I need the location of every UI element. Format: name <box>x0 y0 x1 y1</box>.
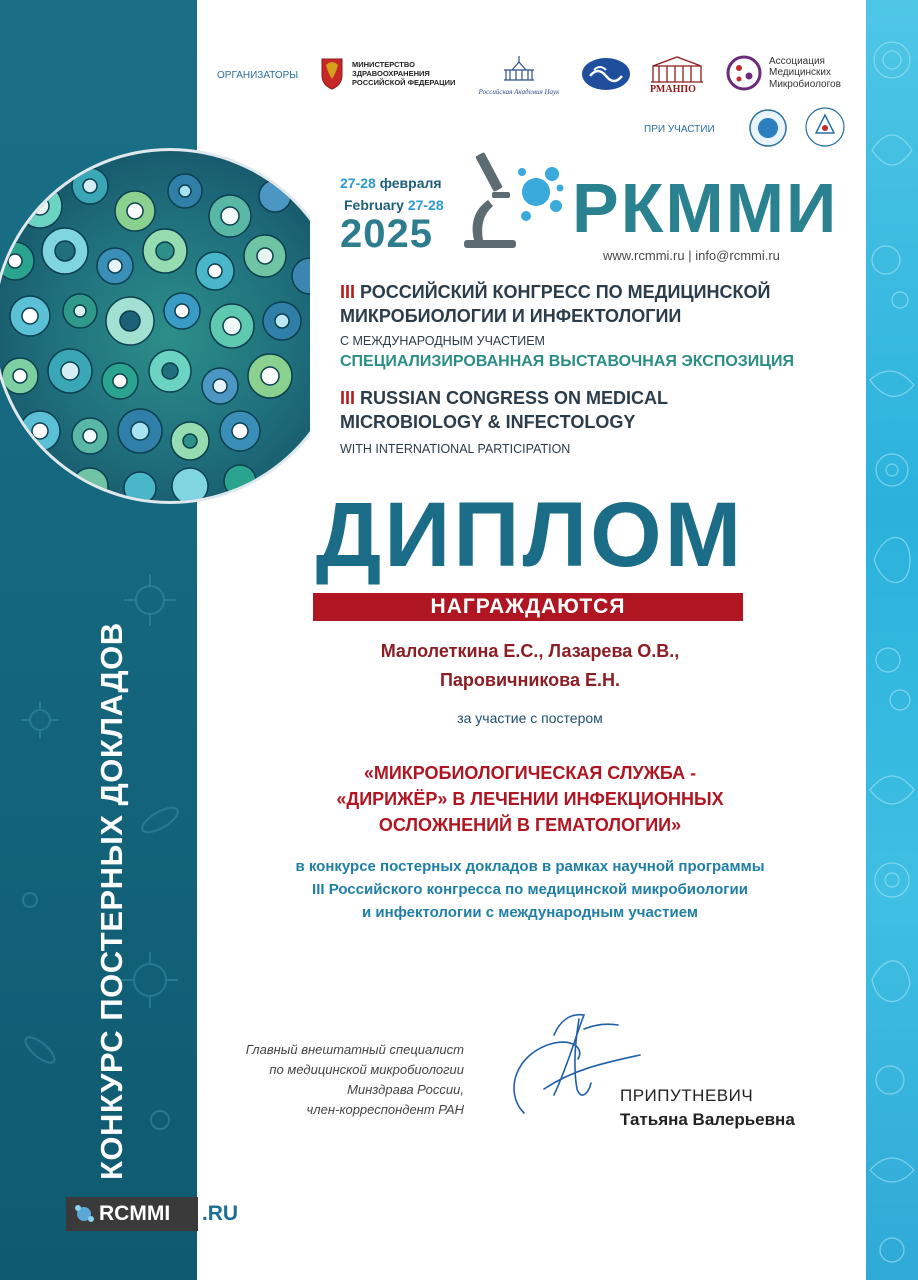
congress-ru-line-1: РОССИЙСКИЙ КОНГРЕСС ПО МЕДИЦИНСКОЙ <box>360 282 771 302</box>
signer-title-line-3: Минздрава России, <box>347 1082 464 1097</box>
congress-en-international: WITH INTERNATIONAL PARTICIPATION <box>340 442 571 456</box>
event-date-en <box>344 197 444 213</box>
congress-title-ru <box>340 280 770 328</box>
event-date-ru <box>340 175 442 191</box>
partner-seal-1-icon <box>748 108 788 148</box>
microscope-logo-icon <box>456 148 568 252</box>
rcmmi-logo-text: RCMMI <box>99 1202 171 1225</box>
association-line-3: Микробиологов <box>769 78 841 90</box>
congress-ru-expo: СПЕЦИАЛИЗИРОВАННАЯ ВЫСТАВОЧНАЯ ЭКСПОЗИЦИЯ <box>340 353 794 370</box>
microscopy-disc-illustration <box>0 136 310 516</box>
rcmmi-logo-domain: .RU <box>198 1197 242 1231</box>
signer-position <box>220 1040 464 1120</box>
awardee-names <box>290 637 770 695</box>
rcmmi-logo-dark-part <box>66 1197 198 1231</box>
rmanpo-logo <box>647 54 707 86</box>
congress-ru-line-2: МИКРОБИОЛОГИИ И ИНФЕКТОЛОГИИ <box>340 306 682 326</box>
right-decorative-band <box>866 0 918 1280</box>
awarded-banner: НАГРАЖДАЮТСЯ <box>313 593 743 621</box>
association-line-1: Ассоциация <box>769 55 825 67</box>
rmanpo-label: РМАНПО <box>650 84 696 95</box>
academy-caption: Российская Академия Наук <box>478 88 560 96</box>
date-en-range: 27-28 <box>407 197 444 213</box>
poster-title <box>240 760 820 838</box>
poster-title-line-1: «МИКРОБИОЛОГИЧЕСКАЯ СЛУЖБА - <box>363 763 697 783</box>
institute-emblem-logo <box>580 56 632 92</box>
rcmmi-site-logo <box>66 1197 242 1231</box>
diploma-title: ДИПЛОМ <box>315 484 745 586</box>
ministry-line-2: ЗДРАВООХРАНЕНИЯ <box>352 68 430 78</box>
organizers-label: ОРГАНИЗАТОРЫ <box>217 70 299 81</box>
signer-first-names: Татьяна Валерьевна <box>620 1110 795 1129</box>
event-contacts: www.rcmmi.ru | info@rcmmi.ru <box>603 248 780 263</box>
poster-title-line-2: «ДИРИЖЁР» В ЛЕЧЕНИИ ИНФЕКЦИОННЫХ <box>336 789 724 809</box>
academy-building-icon <box>474 54 564 84</box>
event-brand-title: РКММИ <box>572 169 839 247</box>
partner-seal-2-icon <box>804 106 846 148</box>
contest-line-1: в конкурсе постерных докладов в рамках научной программы <box>295 858 765 875</box>
names-line-1: Малолеткина Е.С., Лазарева О.В., <box>380 641 680 661</box>
date-en-month: February <box>344 197 404 213</box>
ministry-of-health-logo <box>318 55 455 91</box>
vertical-contest-title: КОНКУРС ПОСТЕРНЫХ ДОКЛАДОВ <box>94 622 129 1180</box>
congress-title-en <box>340 386 668 434</box>
association-line-2: Медицинских <box>769 67 832 79</box>
academy-of-sciences-logo <box>474 54 564 96</box>
wave-emblem-icon <box>580 56 632 92</box>
contest-description <box>215 855 845 924</box>
date-ru-range: 27-28 <box>340 175 376 191</box>
signer-title-line-2: по медицинской микробиологии <box>269 1062 464 1077</box>
congress-ru-roman: III <box>340 282 356 302</box>
signer-title-line-1: Главный внештатный специалист <box>245 1042 464 1057</box>
contest-line-3: и инфектологии с международным участием <box>362 904 698 921</box>
signer-title-line-4: член-корреспондент РАН <box>306 1102 464 1117</box>
rmanpo-building-icon <box>647 54 707 84</box>
names-line-2: Паровичникова Е.Н. <box>439 670 621 690</box>
congress-en-line-2: MICROBIOLOGY & INFECTOLOGY <box>340 412 636 432</box>
ministry-line-1: МИНИСТЕРСТВО <box>352 59 415 69</box>
congress-en-roman: III <box>340 388 356 408</box>
poster-title-line-3: ОСЛОЖНЕНИЙ В ГЕМАТОЛОГИИ» <box>378 815 682 835</box>
participation-label: ПРИ УЧАСТИИ <box>644 124 715 135</box>
coat-of-arms-icon <box>318 55 346 91</box>
event-year: 2025 <box>340 212 433 256</box>
for-poster-text: за участие с постером <box>457 710 603 726</box>
signer-name <box>620 1084 795 1132</box>
signer-last-name: ПРИПУТНЕВИЧ <box>620 1086 754 1105</box>
association-of-microbiologists-logo <box>725 54 841 92</box>
paisley-pattern <box>866 0 918 1280</box>
association-circle-icon <box>725 54 763 92</box>
date-ru-month: февраля <box>379 175 442 191</box>
microbe-icon <box>72 1202 96 1226</box>
contest-line-2: III Российского конгресса по медицинской микробиологии <box>312 881 748 898</box>
congress-ru-international: С МЕЖДУНАРОДНЫМ УЧАСТИЕМ <box>340 334 545 348</box>
congress-en-line-1: RUSSIAN CONGRESS ON MEDICAL <box>360 388 669 408</box>
ministry-line-3: РОССИЙСКОЙ ФЕДЕРАЦИИ <box>352 77 456 87</box>
